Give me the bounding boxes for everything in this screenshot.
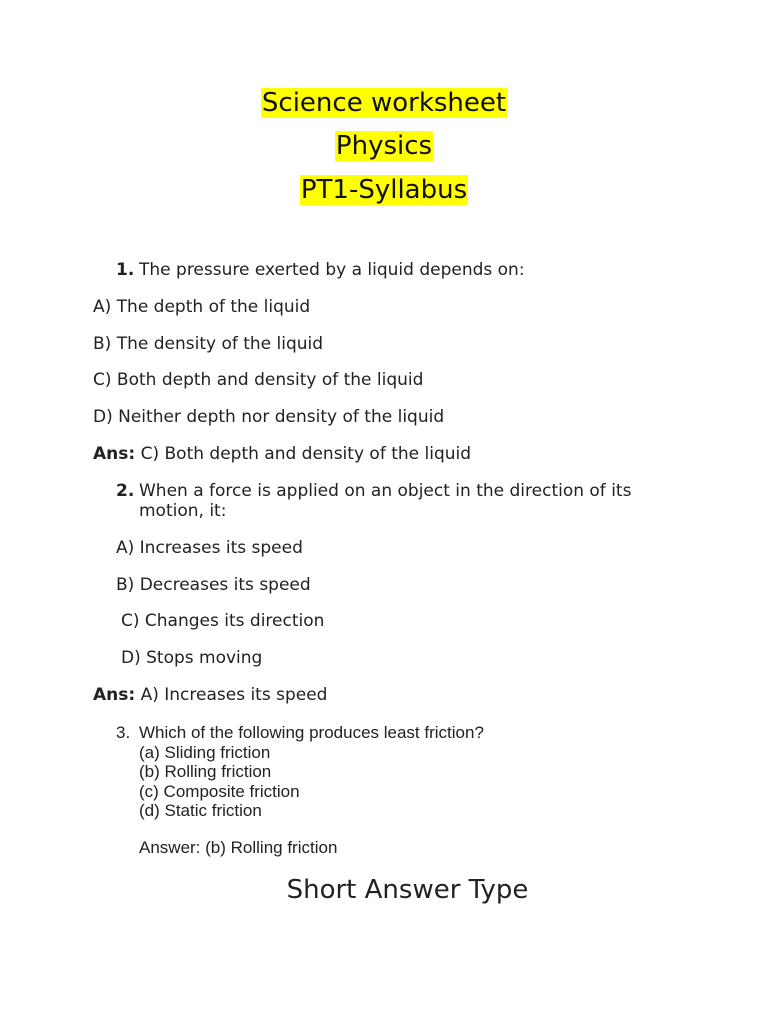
- question-3-text: Which of the following produces least friction?: [139, 723, 484, 742]
- question-3-option-a: (a) Sliding friction: [139, 743, 271, 762]
- question-2-option-b: B) Decreases its speed: [116, 575, 311, 595]
- question-1-answer: [93, 444, 471, 464]
- question-3-option-c: (c) Composite friction: [139, 782, 300, 801]
- question-2-answer-text: A) Increases its speed: [140, 685, 328, 705]
- question-1-answer-text: C) Both depth and density of the liquid: [140, 444, 472, 464]
- question-3-option-b: (b) Rolling friction: [139, 762, 272, 781]
- question-1-option-a: A) The depth of the liquid: [93, 297, 311, 317]
- question-1-answer-label: Ans:: [93, 444, 136, 464]
- worksheet-title-text: Science worksheet: [261, 88, 507, 118]
- question-2-option-a: A) Increases its speed: [116, 538, 303, 558]
- question-1-text: The pressure exerted by a liquid depends on:: [139, 260, 525, 280]
- syllabus-title-text: PT1-Syllabus: [300, 175, 468, 205]
- question-3-number: 3.: [116, 723, 131, 742]
- worksheet-title: [0, 87, 768, 119]
- question-2-option-c: C) Changes its direction: [121, 611, 325, 631]
- question-2-number: 2.: [116, 481, 135, 501]
- question-2-answer-label: Ans:: [93, 685, 136, 705]
- subject-title: [0, 130, 768, 162]
- syllabus-title: [0, 174, 768, 206]
- question-3-answer: Answer: (b) Rolling friction: [139, 838, 338, 857]
- question-1-option-c: C) Both depth and density of the liquid: [93, 370, 424, 390]
- question-1-option-b: B) The density of the liquid: [93, 334, 324, 354]
- question-1-number: 1.: [116, 260, 135, 280]
- question-2-text: When a force is applied on an object in the direction of its motion, it:: [139, 481, 632, 521]
- question-2-answer: [93, 685, 327, 705]
- question-2-option-d: D) Stops moving: [121, 648, 263, 668]
- subject-title-text: Physics: [335, 131, 433, 161]
- section-heading: Short Answer Type: [286, 875, 529, 905]
- question-1-option-d: D) Neither depth nor density of the liquid: [93, 407, 445, 427]
- question-3-option-d: (d) Static friction: [139, 801, 262, 820]
